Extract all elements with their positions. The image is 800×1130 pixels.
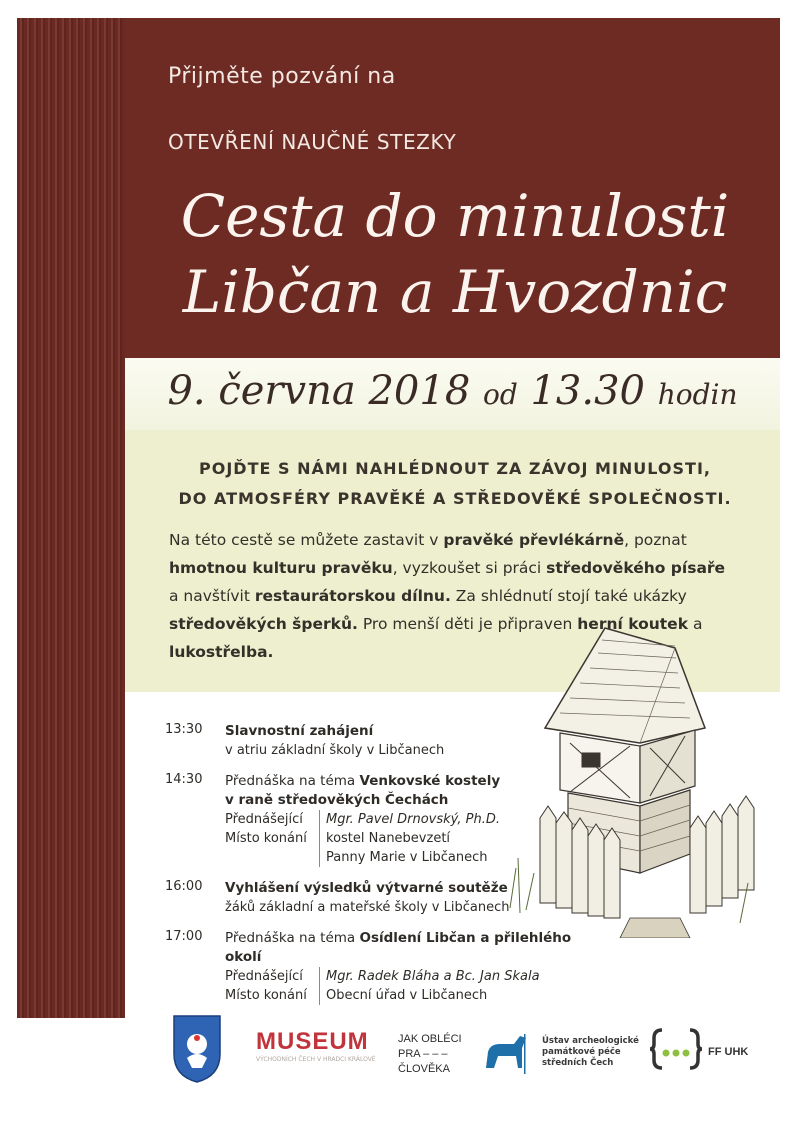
date-day: 9. června 2018 <box>167 368 471 414</box>
date-unit: hodin <box>657 378 738 411</box>
para-text: a <box>688 615 703 633</box>
para-highlight: hmotnou kulturu pravěku <box>169 559 393 577</box>
museum-mark-icon <box>240 1020 254 1060</box>
event-title-cont: v raně středověkých Čechách <box>225 792 449 808</box>
museum-logo-subtext: VÝCHODNÍCH ČECH V HRADCI KRÁLOVÉ <box>256 1056 376 1063</box>
speaker-row <box>225 967 605 986</box>
para-highlight: středověkého písaře <box>546 559 726 577</box>
libcany-coat-of-arms-icon <box>172 1014 222 1084</box>
event-title: Osídlení Libčan a přilehlého okolí <box>225 930 572 965</box>
para-text: , vyzkoušet si práci <box>392 559 547 577</box>
event-title: Venkovské kostely <box>359 773 501 789</box>
jak-line-2: PRA – – – <box>398 1048 448 1060</box>
event-title: Vyhlášení výsledků výtvarné soutěže <box>225 880 508 896</box>
date-band <box>125 358 780 430</box>
ustav-logo-text <box>542 1036 652 1069</box>
para-highlight: středověkých šperků. <box>169 615 358 633</box>
ustav-line-2: památkové péče <box>542 1047 621 1057</box>
event-time: 17:00 <box>165 929 203 944</box>
schedule-item <box>165 772 605 867</box>
schedule-item <box>165 879 605 917</box>
jak-line-3: ČLOVĚKA <box>398 1063 450 1075</box>
schedule-list <box>165 722 605 1017</box>
ustav-line-1: Ústav archeologické <box>542 1036 639 1046</box>
schedule-item <box>165 929 605 1005</box>
partner-logos <box>160 1010 780 1090</box>
meta-label: Místo konání <box>225 831 307 846</box>
lead-line-2: DO ATMOSFÉRY PRAVĚKÉ A STŘEDOVĚKÉ SPOLEČNOSTI. <box>178 489 732 508</box>
decorative-stripes <box>17 18 125 1018</box>
para-text: Na této cestě se můžete zastavit v <box>169 531 444 549</box>
event-title: Slavnostní zahájení <box>225 723 374 739</box>
para-text: , poznat <box>624 531 687 549</box>
event-title <box>145 178 765 330</box>
para-text: Pro menší děti je připraven <box>357 615 578 633</box>
date-time: 13.30 <box>530 368 645 414</box>
para-highlight: restaurátorskou dílnu. <box>254 587 451 605</box>
meta-label: Přednášející <box>225 812 303 827</box>
event-time: 13:30 <box>165 722 203 737</box>
para-text: a navštívit <box>169 587 255 605</box>
header-banner <box>125 18 780 358</box>
ff-uhk-braces-icon <box>648 1026 704 1072</box>
para-highlight: pravěké převlékárně <box>443 531 625 549</box>
event-date <box>125 368 780 414</box>
venue-name: Obecní úřad v Libčanech <box>319 986 487 1005</box>
meta-label: Místo konání <box>225 988 307 1003</box>
venue-row <box>225 829 605 848</box>
event-time: 14:30 <box>165 772 203 787</box>
event-prefix: Přednáška na téma <box>225 773 360 789</box>
title-line-1: Cesta do minulosti <box>180 182 730 250</box>
jak-line-1: JAK OBLÉCI <box>398 1033 462 1045</box>
venue-row <box>225 986 605 1005</box>
event-location: v atriu základní školy v Libčanech <box>225 743 445 758</box>
schedule-item <box>165 722 605 760</box>
venue-name: kostel Nanebevzetí <box>319 829 450 848</box>
para-highlight: herní koutek <box>577 615 689 633</box>
event-prefix: Přednáška na téma <box>225 930 360 946</box>
lead-line-1: POJĎTE S NÁMI NAHLÉDNOUT ZA ZÁVOJ MINULOSTI, <box>199 459 711 478</box>
ff-uhk-logo-text: FF UHK <box>708 1046 749 1058</box>
museum-logo-text: MUSEUM <box>256 1028 369 1055</box>
event-time: 16:00 <box>165 879 203 894</box>
event-subtitle: OTEVŘENÍ NAUČNÉ STEZKY <box>168 130 457 154</box>
para-highlight: lukostřelba. <box>169 643 274 661</box>
invite-text: Přijměte pozvání na <box>168 64 396 89</box>
speaker-row <box>225 810 605 829</box>
jak-obleci-logo <box>398 1032 462 1077</box>
meta-label: Přednášející <box>225 969 303 984</box>
speaker-name: Mgr. Radek Bláha a Bc. Jan Skala <box>319 967 540 986</box>
ustav-line-3: středních Čech <box>542 1058 614 1068</box>
horse-icon <box>480 1030 530 1075</box>
speaker-name: Mgr. Pavel Drnovský, Ph.D. <box>319 810 500 829</box>
lead-text <box>155 454 755 514</box>
venue-name-cont: Panny Marie v Libčanech <box>319 848 487 867</box>
date-from: od <box>482 378 518 411</box>
event-location: žáků základní a mateřské školy v Libčanech <box>225 900 510 915</box>
venue-row-cont <box>225 848 605 867</box>
title-line-2: Libčan a Hvozdnic <box>182 258 728 326</box>
para-text: Za shlédnutí stojí také ukázky <box>450 587 687 605</box>
